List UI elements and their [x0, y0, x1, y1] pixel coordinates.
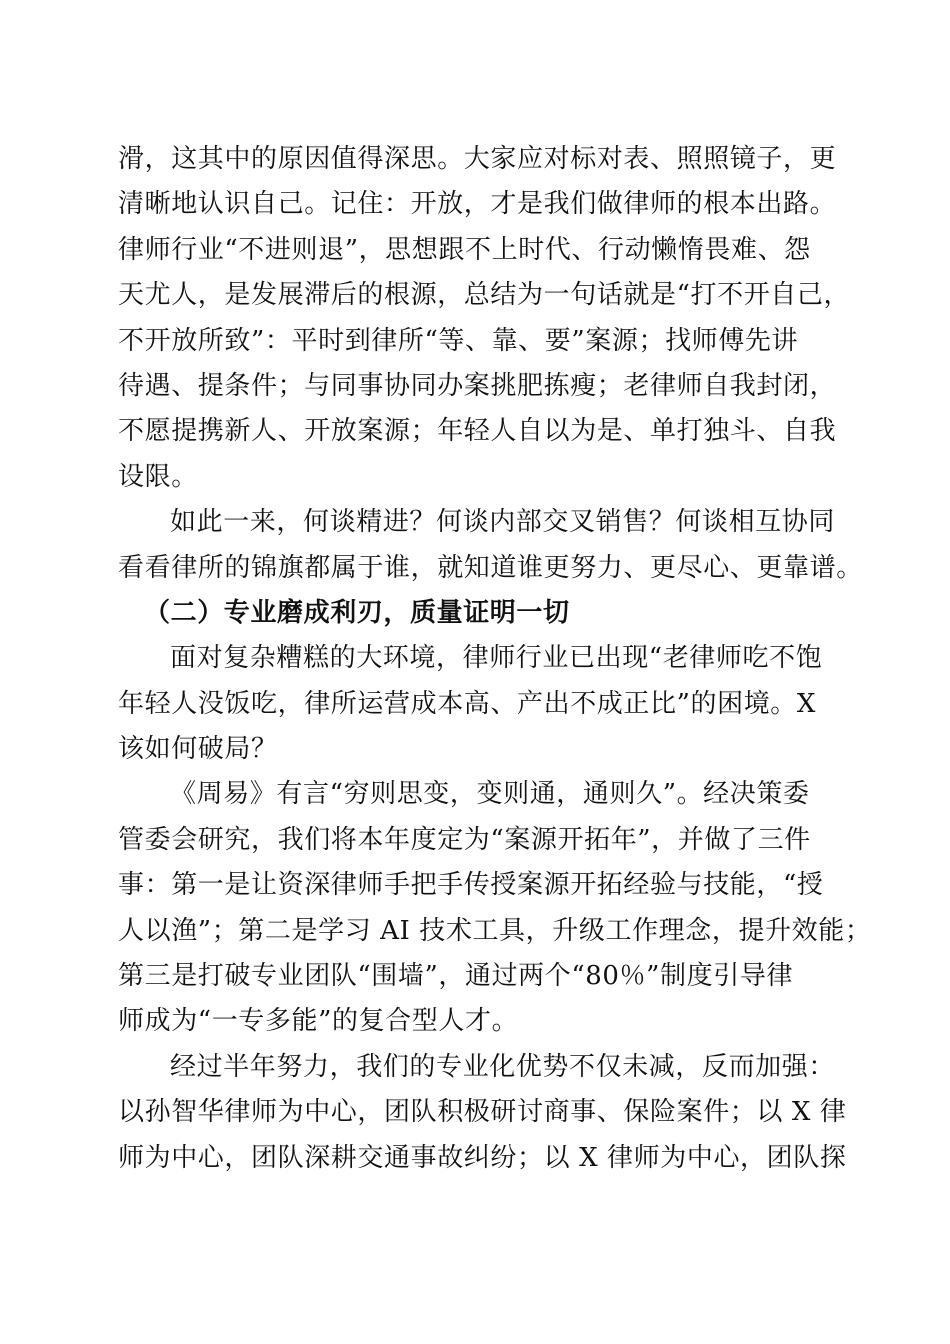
text-line: 事：第一是让资深律师手把手传授案源开拓经验与技能，“授	[118, 870, 824, 901]
text-line: 以孙智华律师为中心，团队积极研讨商事、保险案件；以 X 律	[118, 1097, 847, 1128]
text-line: 待遇、提条件；与同事协同办案挑肥拣瘦；老律师自我封闭，	[118, 370, 837, 401]
text-line: 滑，这其中的原因值得深思。大家应对标对表、照照镜子，更	[118, 144, 837, 174]
text-line: 设限。	[118, 461, 198, 492]
text-line: 人以渔”；第二是学习 AI 技术工具，升级工作理念，提升效能；	[118, 915, 872, 946]
text-line: 第三是打破专业团队“围墙”，通过两个“80％”制度引导律	[118, 961, 794, 992]
text-line: 师为中心，团队深耕交通事故纠纷；以 X 律师为中心，团队探	[118, 1142, 847, 1173]
paragraph-start-line: 经过半年努力，我们的专业化优势不仅未减，反而加强：	[170, 1051, 836, 1082]
paragraph-start-line: 如此一来，何谈精进？何谈内部交叉销售？何谈相互协同	[170, 507, 836, 538]
text-line: 天尤人，是发展滞后的根源，总结为一句话就是“打不开自己，	[118, 280, 851, 311]
text-line: 年轻人没饭吃，律所运营成本高、产出不成正比”的困境。X	[118, 688, 817, 719]
text-line: 不开放所致”：平时到律所“等、靠、要”案源；找师傅先讲	[118, 325, 799, 356]
document-body	[118, 137, 872, 1181]
text-line: 管委会研究，我们将本年度定为“案源开拓年”，并做了三件	[118, 824, 811, 855]
text-line: 该如何破局？	[118, 734, 278, 765]
section-heading: （二）专业磨成利刃，质量证明一切	[144, 597, 570, 628]
text-line: 师成为“一专多能”的复合型人才。	[118, 1006, 519, 1037]
text-line: 看看律所的锦旗都属于谁，就知道谁更努力、更尽心、更靠谱。	[118, 552, 863, 583]
text-line: 不愿提携新人、开放案源；年轻人自以为是、单打独斗、自我	[118, 416, 837, 447]
paragraph-start-line: 《周易》有言“穷则思变，变则通，通则久”。经决策委	[170, 779, 810, 810]
text-line: 律师行业“不进则退”，思想跟不上时代、行动懒惰畏难、怨	[118, 234, 811, 265]
text-line: 清晰地认识自己。记住：开放，才是我们做律师的根本出路。	[118, 189, 837, 220]
paragraph-start-line: 面对复杂糟糕的大环境，律师行业已出现“老律师吃不饱	[170, 643, 823, 674]
